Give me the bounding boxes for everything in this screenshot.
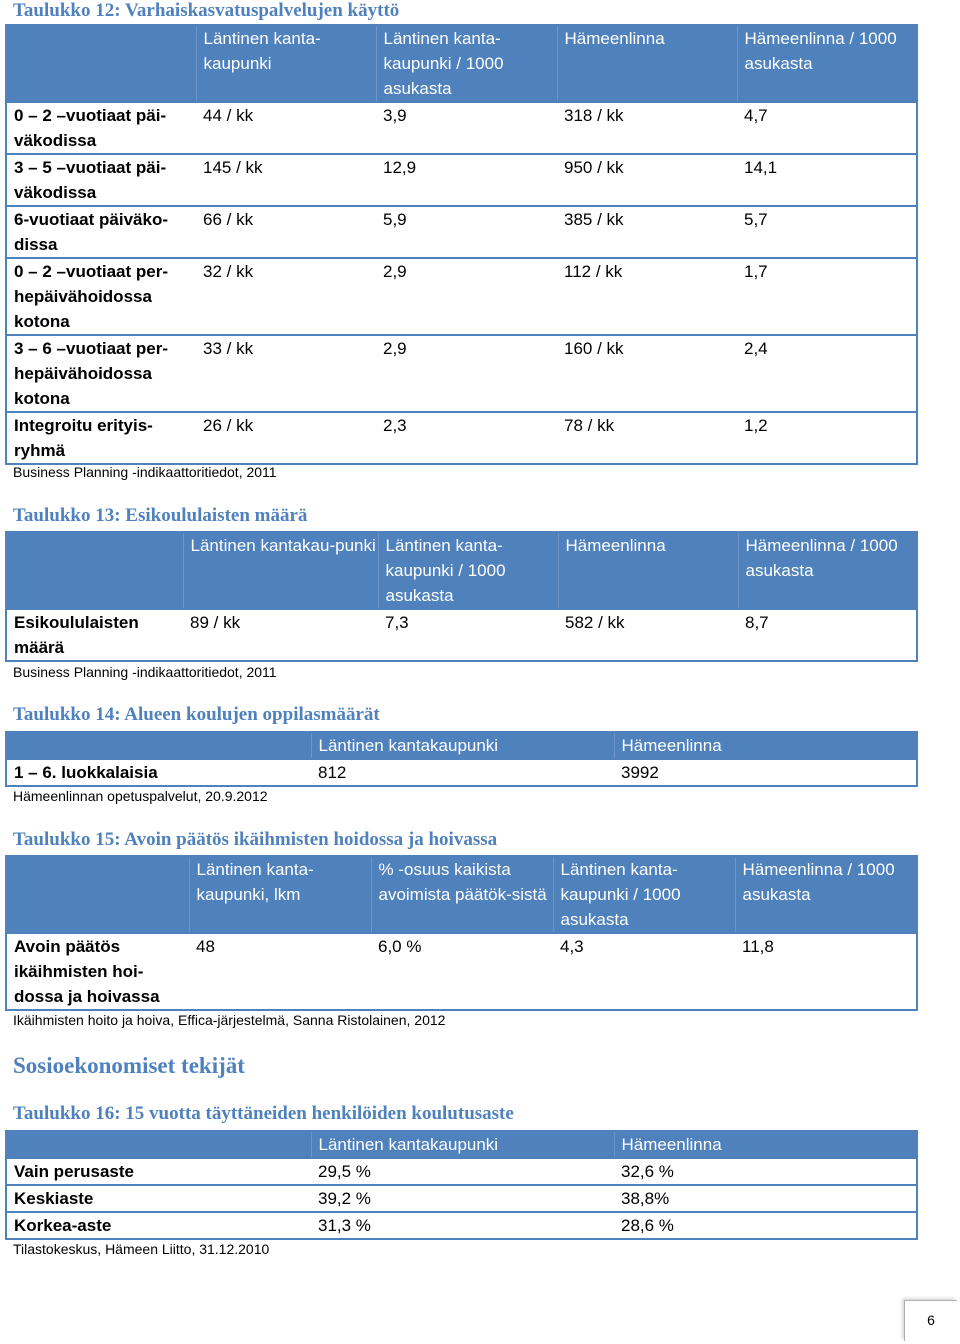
table-cell: 160 / kk [564,339,624,358]
table-cell: 2,9 [383,339,407,358]
table-cell: 28,6 % [621,1216,674,1235]
column-header: Läntinen kanta-kaupunki / 1000 asukasta [553,856,735,933]
header-row [6,1131,917,1158]
row-label: 0 – 2 –vuotiaat päi-väkodissa [14,106,167,150]
table-cell: 14,1 [744,158,778,177]
row-label: 3 – 6 –vuotiaat per-hepäivähoidossa kotona [14,339,169,408]
table-row [6,1212,917,1239]
header-row [6,856,917,933]
table-cell: 7,3 [385,613,409,632]
column-header: Läntinen kanta-kaupunki / 1000 asukasta [378,532,558,609]
column-header: Läntinen kanta-kaupunki, lkm [189,856,371,933]
table-cell: 31,3 % [318,1216,371,1235]
row-label: 3 – 5 –vuotiaat päi-väkodissa [14,158,167,202]
table-cell: 5,9 [383,210,407,229]
header-row [6,732,917,759]
table13-source: Business Planning -indikaattoritiedot, 2011 [13,664,277,680]
table-row [6,1185,917,1212]
table15-source: Ikäihmisten hoito ja hoiva, Effica-järjestelmä, Sanna Ristolainen, 2012 [13,1012,446,1028]
header-row [6,532,917,609]
row-label: Korkea-aste [14,1216,112,1235]
table-row [6,206,917,258]
table-cell: 32,6 % [621,1162,674,1181]
table-cell: 145 / kk [203,158,263,177]
row-label: Keskiaste [14,1189,94,1208]
column-header: Hämeenlinna [614,1131,917,1158]
table-row [6,609,917,661]
table-cell: 44 / kk [203,106,254,125]
table-cell: 38,8% [621,1189,670,1208]
row-label: 1 – 6. luokkalaisia [14,763,158,782]
row-label: Integroitu erityis-ryhmä [14,416,153,460]
column-header: Hämeenlinna [614,732,917,759]
table-row [6,759,917,786]
table-cell: 12,9 [383,158,417,177]
column-header: Läntinen kanta-kaupunki / 1000 asukasta [376,25,557,102]
table-cell: 2,9 [383,262,407,281]
table-cell: 2,4 [744,339,768,358]
row-label: Vain perusaste [14,1162,135,1181]
table-cell: 385 / kk [564,210,624,229]
table-cell: 78 / kk [564,416,615,435]
table16-source: Tilastokeskus, Hämeen Liitto, 31.12.2010 [13,1241,270,1257]
column-header: Läntinen kantakau-punki [183,532,378,609]
table-cell: 8,7 [745,613,769,632]
table-row [6,412,917,464]
table-cell: 48 [196,937,215,956]
row-label: 6-vuotiaat päiväko-dissa [14,210,168,254]
table12 [5,24,918,465]
column-header: Hämeenlinna / 1000 asukasta [735,856,917,933]
column-header [6,25,196,102]
table-cell: 33 / kk [203,339,254,358]
table-cell: 318 / kk [564,106,624,125]
table-row [6,258,917,335]
header-row [6,25,917,102]
column-header: Läntinen kantakaupunki [311,732,614,759]
column-header: Hämeenlinna [558,532,738,609]
table-cell: 3992 [621,763,659,782]
table-cell: 2,3 [383,416,407,435]
table-cell: 112 / kk [564,262,623,281]
table14-caption: Taulukko 14: Alueen koulujen oppilasmäärät [13,704,380,725]
table-cell: 3,9 [383,106,407,125]
column-header: Hämeenlinna / 1000 asukasta [737,25,917,102]
column-header [6,532,183,609]
table-cell: 11,8 [742,937,774,956]
table-cell: 4,7 [744,106,768,125]
table-cell: 29,5 % [318,1162,371,1181]
column-header: Hämeenlinna [557,25,737,102]
column-header [6,856,189,933]
table-cell: 89 / kk [190,613,241,632]
table15 [5,855,918,1011]
row-label: 0 – 2 –vuotiaat per-hepäivähoidossa kotona [14,262,169,331]
table-row [6,154,917,206]
table13 [5,531,918,662]
table-cell: 1,2 [744,416,768,435]
table-row [6,335,917,412]
table-cell: 4,3 [560,937,584,956]
page-number: 6 [904,1300,957,1341]
table16 [5,1130,918,1240]
table14 [5,731,918,787]
row-label: Esikoululaisten määrä [14,613,139,657]
table12-caption: Taulukko 12: Varhaiskasvatuspalvelujen käyttö [13,0,400,21]
column-header [6,732,311,759]
table13-caption: Taulukko 13: Esikoululaisten määrä [13,505,308,526]
table-cell: 39,2 % [318,1189,371,1208]
table-cell: 32 / kk [203,262,254,281]
table16-caption: Taulukko 16: 15 vuotta täyttäneiden henkilöiden koulutusaste [13,1103,514,1124]
table-cell: 812 [318,763,347,782]
section-heading: Sosioekonomiset tekijät [13,1053,245,1078]
column-header: Läntinen kantakaupunki [311,1131,614,1158]
row-label: Avoin päätös ikäihmisten hoi-dossa ja hoivassa [14,937,160,1006]
column-header: % -osuus kaikista avoimista päätök-sistä [371,856,553,933]
table-cell: 66 / kk [203,210,254,229]
table-row [6,1158,917,1185]
table-cell: 26 / kk [203,416,254,435]
column-header: Läntinen kanta-kaupunki [196,25,376,102]
table-row [6,933,917,1010]
table-cell: 582 / kk [565,613,625,632]
table-cell: 6,0 % [378,937,422,956]
table-cell: 950 / kk [564,158,624,177]
table-cell: 5,7 [744,210,768,229]
table12-source: Business Planning -indikaattoritiedot, 2011 [13,464,277,480]
table-row [6,102,917,154]
table-cell: 1,7 [744,262,768,281]
table15-caption: Taulukko 15: Avoin päätös ikäihmisten hoidossa ja hoivassa [13,829,498,850]
table14-source: Hämeenlinnan opetuspalvelut, 20.9.2012 [13,788,268,804]
column-header: Hämeenlinna / 1000 asukasta [738,532,917,609]
column-header [6,1131,311,1158]
